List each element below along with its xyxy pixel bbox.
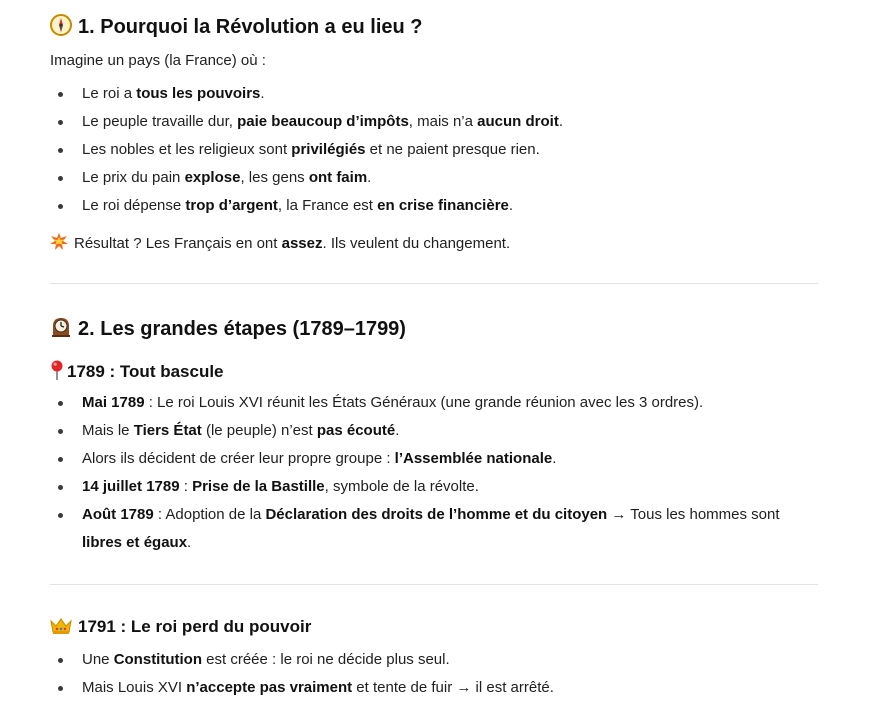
sub-heading-1791: [50, 617, 311, 640]
compass-icon: [50, 14, 72, 42]
list-item: Le roi a tous les pouvoirs.: [82, 85, 265, 102]
sub-title-1789: 1789 : Tout bascule: [67, 362, 224, 381]
crown-icon: [50, 617, 72, 640]
list-item: Le peuple travaille dur, paie beaucoup d’impôts, mais n’a aucun droit.: [82, 113, 563, 130]
list-item: Une Constitution est créée : le roi ne décide plus seul.: [82, 651, 450, 668]
sub-heading-1789: [50, 360, 224, 385]
list-item-continuation: libres et égaux.: [82, 534, 192, 551]
section-2-heading: [50, 316, 406, 344]
list-item: 14 juillet 1789 : Prise de la Bastille, symbole de la révolte.: [82, 478, 479, 495]
divider: [50, 584, 818, 585]
list-item: Mai 1789 : Le roi Louis XVI réunit les États Généraux (une grande réunion avec les 3 ordres).: [82, 394, 704, 411]
sub-title-1791: 1791 : Le roi perd du pouvoir: [78, 617, 312, 636]
list-item: Le roi dépense trop d’argent, la France est en crise financière.: [82, 197, 514, 214]
section-2-title: 2. Les grandes étapes (1789–1799): [78, 318, 406, 340]
list-item: Le prix du pain explose, les gens ont faim.: [82, 169, 372, 186]
collision-icon: [50, 233, 68, 255]
section-1-heading: [50, 14, 422, 42]
divider: [50, 283, 818, 284]
mantelpiece-clock-icon: [50, 316, 72, 344]
list-item: Août 1789 : Adoption de la Déclaration des droits de l’homme et du citoyen → Tous les hommes sont: [82, 506, 780, 523]
list-item: Les nobles et les religieux sont privilégiés et ne paient presque rien.: [82, 141, 540, 158]
section-1-intro: Imagine un pays (la France) où :: [50, 52, 266, 69]
list-item: Mais Louis XVI n’accepte pas vraiment et tente de fuir → il est arrêté.: [82, 679, 554, 696]
round-pushpin-icon: [50, 360, 64, 385]
list-item: Alors ils décident de créer leur propre groupe : l’Assemblée nationale.: [82, 450, 557, 467]
section-1-result: Résultat ? Les Français en ont assez. Ils veulent du changement.: [50, 233, 510, 255]
section-1-title: 1. Pourquoi la Révolution a eu lieu ?: [78, 16, 423, 38]
list-item: Mais le Tiers État (le peuple) n’est pas écouté.: [82, 422, 400, 439]
